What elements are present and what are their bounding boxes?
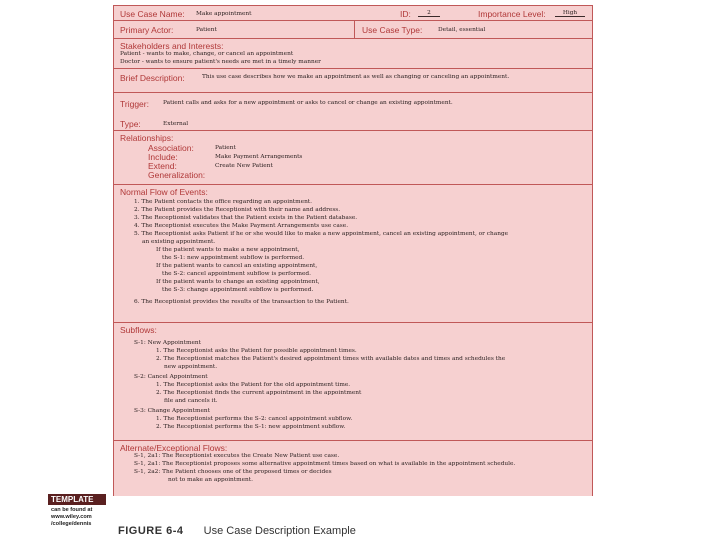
extend-value: Create New Patient xyxy=(215,163,273,169)
importance-label: Importance Level: xyxy=(478,9,546,19)
trigger-type-value: External xyxy=(163,121,189,127)
normal-flow-section xyxy=(114,185,592,323)
alternate-line: S-1, 2a1: The Receptionist executes the Create New Patient use case. xyxy=(134,453,340,459)
use-case-name-label: Use Case Name: xyxy=(120,9,185,19)
association-value: Patient xyxy=(215,145,236,151)
header-row-2 xyxy=(114,21,592,39)
flow-step: If the patient wants to change an existing appointment, xyxy=(156,279,320,285)
include-label: Include: xyxy=(148,152,178,162)
subflows-label: Subflows: xyxy=(120,325,157,335)
importance-value: High xyxy=(555,10,585,17)
trigger-section xyxy=(114,93,592,131)
id-value: 2 xyxy=(418,10,440,17)
type-separator xyxy=(354,21,355,38)
alternate-line: S-1, 2a2: The Patient chooses one of the proposed times or decides xyxy=(134,469,332,475)
flow-step: 2. The Patient provides the Receptionist with their name and address. xyxy=(134,207,341,213)
generalization-label: Generalization: xyxy=(148,170,206,180)
relationships-section xyxy=(114,131,592,185)
alternate-flows-label: Alternate/Exceptional Flows: xyxy=(120,443,228,453)
stakeholders-label: Stakeholders and Interests: xyxy=(120,41,224,51)
flow-step: 4. The Receptionist executes the Make Payment Arrangements use case. xyxy=(134,223,349,229)
subflow-line: S-3: Change Appointment xyxy=(134,408,210,414)
alternate-flows-section xyxy=(114,441,592,460)
template-note-line: www.wiley.com xyxy=(51,514,92,520)
alternate-line: S-1, 2a1: The Receptionist proposes some alternative appointment times based on what is available in the appointment schedule. xyxy=(134,461,516,467)
flow-step: 6. The Receptionist provides the results of the transaction to the Patient. xyxy=(134,299,349,305)
figure-number: FIGURE 6-4 xyxy=(118,525,184,537)
extend-label: Extend: xyxy=(148,161,177,171)
primary-actor-label: Primary Actor: xyxy=(120,25,174,35)
template-note-title: TEMPLATE xyxy=(48,494,106,505)
flow-step: an existing appointment. xyxy=(142,239,216,245)
trigger-label: Trigger: xyxy=(120,99,149,109)
subflow-line: 2. The Receptionist matches the Patient's desired appointment times with available dates and times and schedules the xyxy=(156,356,506,362)
template-note-body xyxy=(48,505,106,530)
flow-step: 3. The Receptionist validates that the Patient exists in the Patient database. xyxy=(134,215,358,221)
trigger-text: Patient calls and asks for a new appointment or asks to cancel or change an existing appointment. xyxy=(163,100,453,106)
use-case-type-label: Use Case Type: xyxy=(362,25,423,35)
brief-description-text: This use case describes how we make an appointment as well as changing or canceling an appointment. xyxy=(202,74,510,80)
subflow-line: S-1: New Appointment xyxy=(134,340,201,346)
normal-flow-label: Normal Flow of Events: xyxy=(120,187,208,197)
use-case-form xyxy=(113,5,593,461)
alternate-flows-continued xyxy=(113,460,593,496)
subflow-line: S-2: Cancel Appointment xyxy=(134,374,208,380)
flow-step: the S-1: new appointment subflow is performed. xyxy=(162,255,305,261)
stakeholders-section xyxy=(114,39,592,69)
trigger-type-label: Type: xyxy=(120,119,141,129)
subflow-line: 1. The Receptionist asks the Patient for the old appointment time. xyxy=(156,382,351,388)
template-note-line: /college/dennis xyxy=(51,521,92,527)
primary-actor-value: Patient xyxy=(196,27,217,33)
brief-description-section xyxy=(114,69,592,93)
flow-step: the S-3: change appointment subflow is performed. xyxy=(162,287,314,293)
template-note-line: can be found at xyxy=(51,507,93,513)
subflow-line: file and cancels it. xyxy=(164,398,218,404)
header-row-1 xyxy=(114,6,592,21)
template-note xyxy=(48,494,106,530)
figure-caption xyxy=(118,525,356,537)
flow-step: 1. The Patient contacts the office regarding an appointment. xyxy=(134,199,312,205)
subflow-line: 1. The Receptionist asks the Patient for possible appointment times. xyxy=(156,348,357,354)
subflow-line: 2. The Receptionist finds the current appointment in the appointment xyxy=(156,390,362,396)
subflow-line: 2. The Receptionist performs the S-1: new appointment subflow. xyxy=(156,424,346,430)
flow-step: If the patient wants to cancel an existing appointment, xyxy=(156,263,318,269)
alternate-line: not to make an appointment. xyxy=(168,477,253,483)
stakeholder-line: Doctor - wants to ensure patient's needs are met in a timely manner xyxy=(120,59,321,65)
use-case-type-value: Detail, essential xyxy=(438,27,486,33)
id-label: ID: xyxy=(400,9,411,19)
flow-step: If the patient wants to make a new appointment, xyxy=(156,247,300,253)
include-value: Make Payment Arrangements xyxy=(215,154,303,160)
brief-description-label: Brief Description: xyxy=(120,73,185,83)
subflow-line: new appointment. xyxy=(164,364,218,370)
subflow-line: 1. The Receptionist performs the S-2: cancel appointment subflow. xyxy=(156,416,353,422)
association-label: Association: xyxy=(148,143,194,153)
flow-step: 5. The Receptionist asks Patient if he or she would like to make a new appointment, cancel an existing appointment, or change xyxy=(134,231,509,237)
relationships-label: Relationships: xyxy=(120,133,174,143)
stakeholder-line: Patient - wants to make, change, or cancel an appointment xyxy=(120,51,294,57)
subflows-section xyxy=(114,323,592,441)
flow-step: the S-2: cancel appointment subflow is performed. xyxy=(162,271,311,277)
figure-caption-text: Use Case Description Example xyxy=(203,525,356,537)
use-case-name-value: Make appointment xyxy=(196,11,252,17)
